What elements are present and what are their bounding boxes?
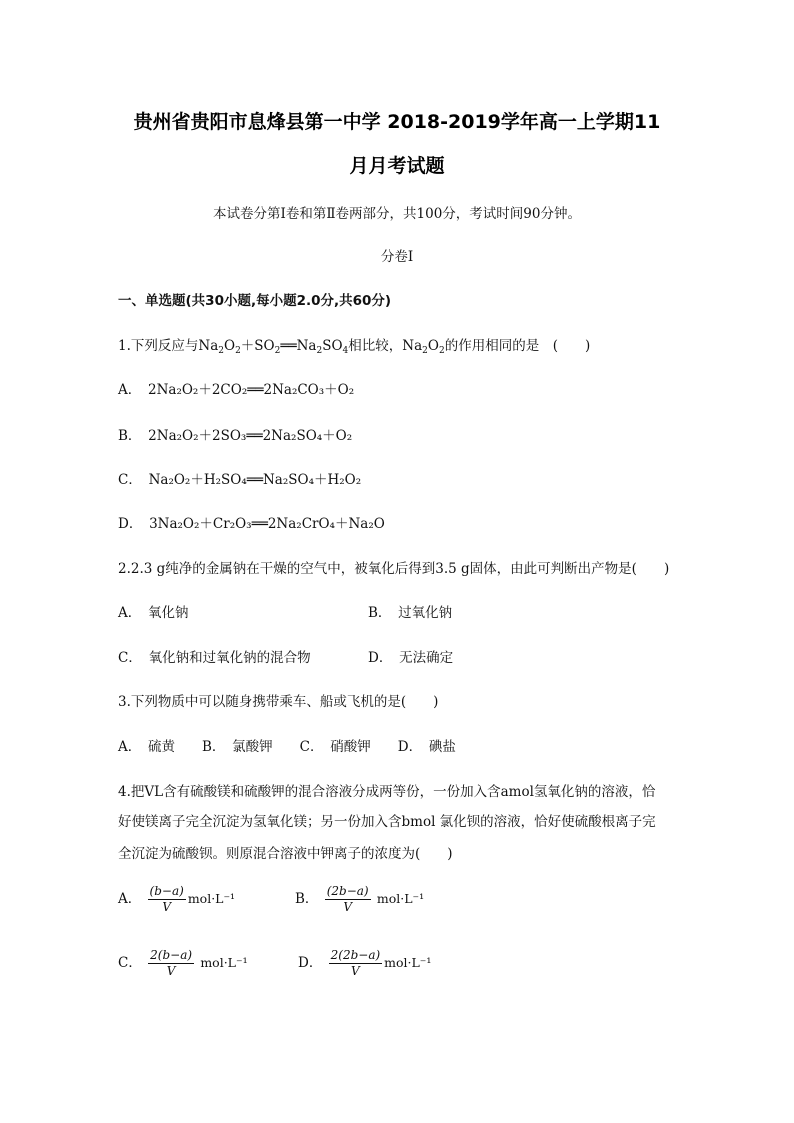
fraction-a: $\frac{(b-a)}{V}$ [149, 884, 184, 914]
question-3-options: A． 硫黄 B． 氯酸钾 C． 硝酸钾 D． 碘盐 [118, 739, 456, 755]
volume-label: 分卷I [380, 249, 414, 265]
question-1-option-b: B． 2Na₂O₂＋2SO₃══2Na₂SO₄＋O₂ [118, 428, 353, 444]
question-4-stem-line-1: 4.把VL含有硫酸镁和硫酸钾的混合溶液分成两等份，一份加入含amol氢氧化钠的溶液，恰 [118, 784, 656, 800]
question-1-option-c: C． Na₂O₂＋H₂SO₄══Na₂SO₄＋H₂O₂ [118, 472, 362, 488]
title-line-1: 贵州省贵阳市息烽县第一中学 2018-2019学年高一上学期11 [133, 111, 661, 133]
title-line-2: 月月考试题 [349, 155, 445, 177]
section-heading: 一、单选题(共30小题,每小题2.0分,共60分) [118, 293, 392, 309]
question-4-option-b: B． $\frac{(2b-a)}{V}$ mol·L⁻¹ [295, 884, 425, 914]
question-2-stem: 2.2.3 g纯净的金属钠在干燥的空气中，被氧化后得到3.5 g固体，由此可判断出产物是( ) [118, 561, 670, 577]
question-1-option-d: D． 3Na₂O₂＋Cr₂O₃══2Na₂CrO₄＋Na₂O [118, 516, 385, 532]
exam-intro: 本试卷分第Ⅰ卷和第Ⅱ卷两部分，共100分，考试时间90分钟。 [213, 206, 581, 222]
question-4-option-d: D． $\frac{2(2b-a)}{V}$ mol·L⁻¹ [298, 948, 432, 978]
question-4-stem-line-2: 好使镁离子完全沉淀为氢氧化镁；另一份加入含bmol 氯化钡的溶液，恰好使硫酸根离子完 [118, 814, 656, 830]
question-4-option-c: C． $\frac{2(b-a)}{V}$ mol·L⁻¹ [118, 948, 248, 978]
question-2-option-b: B． 过氧化钠 [368, 605, 453, 621]
question-1-stem: 1.下列反应与$Na_2O_2+SO_2══Na_2SO_4$相比较，$Na_2O_2$的作用相同的是 ( ) [118, 338, 591, 356]
fraction-b: $\frac{(2b-a)}{V}$ [326, 884, 369, 914]
question-2-option-a: A． 氧化钠 [118, 605, 189, 621]
fraction-d: $\frac{2(2b-a)}{V}$ [330, 948, 381, 978]
question-2-option-d: D． 无法确定 [368, 650, 454, 666]
question-2-option-c: C． 氧化钠和过氧化钠的混合物 [118, 650, 311, 666]
question-4-option-a: A． $\frac{(b-a)}{V}$ mol·L⁻¹ [118, 884, 236, 914]
fraction-c: $\frac{2(b-a)}{V}$ [150, 948, 193, 978]
question-4-stem-line-3: 全沉淀为硫酸钡。则原混合溶液中钾离子的浓度为( ) [118, 846, 453, 862]
question-3-stem: 3.下列物质中可以随身携带乘车、船或飞机的是( ) [118, 694, 439, 710]
question-1-option-a: A． 2Na₂O₂＋2CO₂══2Na₂CO₃＋O₂ [118, 382, 355, 398]
